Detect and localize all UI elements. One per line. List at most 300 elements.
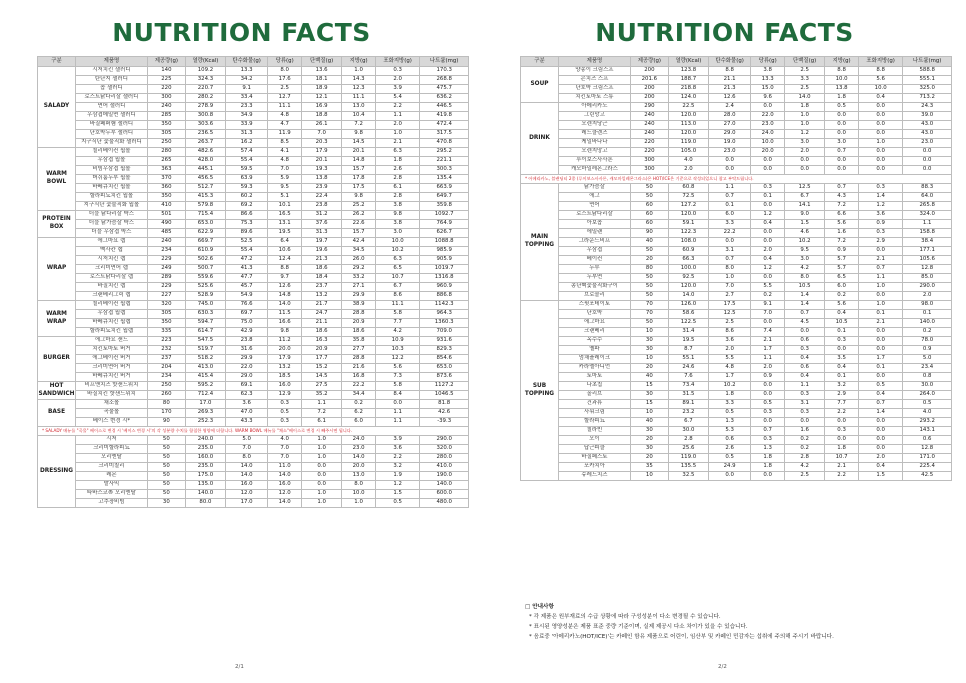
nutrient-value: 1.8 bbox=[825, 94, 859, 103]
nutrient-value: 30.0 bbox=[668, 427, 708, 436]
nutrient-value: 9.8 bbox=[268, 328, 302, 337]
nutrient-value: 1046.5 bbox=[420, 391, 469, 400]
nutrient-value: 0.5 bbox=[709, 409, 751, 418]
nutrient-value: 0.0 bbox=[785, 157, 825, 166]
nutrient-value: 480.0 bbox=[420, 499, 469, 508]
nutrient-value: 7.2 bbox=[342, 121, 376, 130]
table-row bbox=[521, 121, 952, 130]
nutrient-value: 0.0 bbox=[785, 328, 825, 337]
nutrient-value: 715.4 bbox=[185, 211, 225, 220]
nutrient-value: 90 bbox=[630, 229, 668, 238]
product-name: 카라멜아니언 bbox=[559, 364, 631, 373]
table-row bbox=[521, 103, 952, 112]
nutrient-value: 1.8 bbox=[825, 445, 859, 454]
product-name: 두부면 bbox=[559, 274, 631, 283]
nutrient-value: 140 bbox=[147, 67, 185, 76]
nutrient-value: 160.0 bbox=[185, 454, 225, 463]
product-name: 크리미할라피뇨 bbox=[76, 445, 148, 454]
nutrient-value: 268.8 bbox=[420, 76, 469, 85]
column-header: 제공량(g) bbox=[147, 57, 185, 67]
column-header: 포화지방(g) bbox=[375, 57, 419, 67]
nutrient-value: 6.7 bbox=[375, 283, 419, 292]
table-row bbox=[38, 130, 469, 139]
nutrient-value: 547.5 bbox=[185, 337, 225, 346]
column-header: 제품명 bbox=[559, 57, 631, 67]
nutrient-value: 0.0 bbox=[825, 112, 859, 121]
nutrient-value: 5.0 bbox=[903, 355, 952, 364]
product-name: 맥사칸 랩 bbox=[76, 247, 148, 256]
nutrient-value: 2.6 bbox=[709, 445, 751, 454]
nutrient-value: 3.1 bbox=[785, 400, 825, 409]
nutrient-value: 1.2 bbox=[751, 211, 785, 220]
nutrient-value: 22.0 bbox=[226, 364, 268, 373]
product-name: 크리미칠리 bbox=[76, 463, 148, 472]
nutrient-value: 29.9 bbox=[342, 292, 376, 301]
nutrient-value: 3.8 bbox=[751, 67, 785, 76]
nutrient-value: 456.5 bbox=[185, 175, 225, 184]
nutrient-value: 0.0 bbox=[858, 427, 902, 436]
nutrient-value: 171.0 bbox=[903, 454, 952, 463]
nutrient-value: 0.9 bbox=[858, 220, 902, 229]
nutrient-value: 17.7 bbox=[302, 355, 342, 364]
table-row bbox=[38, 85, 469, 94]
product-name: 베이컨 bbox=[559, 256, 631, 265]
table-row bbox=[521, 292, 952, 301]
nutrient-value: 713.2 bbox=[903, 94, 952, 103]
nutrient-value: 0.0 bbox=[302, 463, 342, 472]
nutrient-value: 2.1 bbox=[375, 139, 419, 148]
nutrient-value: 6.5 bbox=[375, 265, 419, 274]
nutrient-value: 289 bbox=[147, 274, 185, 283]
nutrient-value: 2.8 bbox=[375, 175, 419, 184]
nutrient-value: 518.2 bbox=[185, 355, 225, 364]
nutrient-value: 415.3 bbox=[185, 193, 225, 202]
product-name: 아메리카노 bbox=[559, 103, 631, 112]
nutrient-value: 22.0 bbox=[751, 112, 785, 121]
nutrient-value: 3.5 bbox=[825, 355, 859, 364]
nutrient-value: 6.6 bbox=[825, 211, 859, 220]
table-row bbox=[521, 400, 952, 409]
nutrient-value: 300.3 bbox=[420, 166, 469, 175]
nutrient-value: 410 bbox=[147, 202, 185, 211]
nutrient-value: 1.2 bbox=[858, 202, 902, 211]
nutrient-value: 13.3 bbox=[751, 76, 785, 85]
nutrient-value: 60 bbox=[630, 202, 668, 211]
nutrient-value: 14.0 bbox=[226, 463, 268, 472]
product-name: 칠리베이컨 웜볼 bbox=[76, 148, 148, 157]
nutrient-value: 14.0 bbox=[268, 301, 302, 310]
nutrient-value: 0.0 bbox=[751, 418, 785, 427]
nutrient-value: 1.4 bbox=[785, 292, 825, 301]
nutrient-value: 55.4 bbox=[226, 157, 268, 166]
nutrient-value: 240 bbox=[630, 121, 668, 130]
nutrient-value: 10.5 bbox=[785, 283, 825, 292]
product-name: 오이 bbox=[559, 436, 631, 445]
nutrient-value: 23.7 bbox=[302, 283, 342, 292]
nutrient-value: 30 bbox=[630, 427, 668, 436]
nutrient-value: 13.0 bbox=[342, 103, 376, 112]
nutrient-value: 0.3 bbox=[825, 337, 859, 346]
product-name: 베이스 변경 시* bbox=[76, 418, 148, 427]
nutrient-value: 225 bbox=[147, 76, 185, 85]
nutrient-value: 50 bbox=[147, 472, 185, 481]
column-header: 나트륨(mg) bbox=[420, 57, 469, 67]
nutrient-value: 0.5 bbox=[751, 400, 785, 409]
nutrient-value: 12.5 bbox=[785, 184, 825, 193]
product-name: 에그 bbox=[559, 193, 631, 202]
product-name: 오렌지망고 bbox=[559, 148, 631, 157]
table-row bbox=[521, 157, 952, 166]
nutrient-value: 7.4 bbox=[751, 328, 785, 337]
column-header: 포화지방(g) bbox=[858, 57, 902, 67]
table-row bbox=[38, 355, 469, 364]
product-name: 할라피뇨 bbox=[559, 418, 631, 427]
nutrient-value: 305 bbox=[147, 130, 185, 139]
column-header: 단백질(g) bbox=[785, 57, 825, 67]
nutrient-value: 13.0 bbox=[342, 472, 376, 481]
nutrient-value: 235.0 bbox=[185, 463, 225, 472]
nutrient-value: 33.4 bbox=[226, 94, 268, 103]
nutrient-value: 113.0 bbox=[668, 121, 708, 130]
nutrient-value: 0.6 bbox=[709, 436, 751, 445]
nutrient-value: 1.8 bbox=[785, 103, 825, 112]
nutrient-value: 55.1 bbox=[668, 355, 708, 364]
nutrient-value: 30.0 bbox=[903, 382, 952, 391]
product-name: 에그베이컨 버거 bbox=[76, 355, 148, 364]
product-name: 로스트닭다리살 랩 bbox=[76, 274, 148, 283]
nutrient-value: 0.3 bbox=[785, 391, 825, 400]
nutrient-value: 22.4 bbox=[302, 193, 342, 202]
nutrient-value: 2.9 bbox=[825, 391, 859, 400]
nutrient-value: 0.3 bbox=[751, 409, 785, 418]
nutrient-value: 1.0 bbox=[302, 436, 342, 445]
product-name: 레몬 bbox=[76, 472, 148, 481]
nutrient-value: 9.0 bbox=[785, 211, 825, 220]
column-header: 지방(g) bbox=[342, 57, 376, 67]
nutrient-value: 10.0 bbox=[858, 85, 902, 94]
nutrient-value: 614.7 bbox=[185, 328, 225, 337]
footnote-box bbox=[525, 602, 955, 642]
nutrient-value: 1.0 bbox=[302, 445, 342, 454]
nutrient-value: 886.8 bbox=[420, 292, 469, 301]
product-name: 할라피뇨치킨 웜랩 bbox=[76, 328, 148, 337]
nutrient-value: 5.8 bbox=[375, 382, 419, 391]
nutrient-value: 200 bbox=[630, 94, 668, 103]
product-name: 그린망고 bbox=[559, 112, 631, 121]
nutrient-value: 22.5 bbox=[668, 103, 708, 112]
product-name: 더블 우삼겹 박스 bbox=[76, 229, 148, 238]
nutrient-value: 2.8 bbox=[668, 436, 708, 445]
nutrient-value: 12.2 bbox=[375, 355, 419, 364]
nutrient-value: 7.0 bbox=[751, 310, 785, 319]
nutrient-value: 0.0 bbox=[302, 472, 342, 481]
nutrient-value: 5.9 bbox=[268, 175, 302, 184]
nutrient-value: 6.7 bbox=[785, 193, 825, 202]
nutrient-value: 2.5 bbox=[785, 67, 825, 76]
nutrient-value: 13.1 bbox=[268, 220, 302, 229]
nutrient-value: 325.0 bbox=[903, 85, 952, 94]
nutrient-value: 0.2 bbox=[903, 328, 952, 337]
nutrient-value: 1.0 bbox=[858, 301, 902, 310]
nutrient-value: 0.0 bbox=[785, 418, 825, 427]
product-name: 콘치즈 스프 bbox=[559, 76, 631, 85]
nutrient-value: 21.7 bbox=[302, 301, 342, 310]
nutrient-value: 280.2 bbox=[185, 94, 225, 103]
nutrient-value: 0.0 bbox=[751, 103, 785, 112]
nutrient-value: 31.3 bbox=[226, 130, 268, 139]
nutrient-value: 636.2 bbox=[420, 94, 469, 103]
nutrient-value: 16.2 bbox=[226, 139, 268, 148]
nutrient-value: 14.5 bbox=[342, 139, 376, 148]
table-row bbox=[38, 445, 469, 454]
nutrient-value: 3.2 bbox=[375, 463, 419, 472]
nutrient-value: 119.0 bbox=[668, 139, 708, 148]
nutrient-value: 559.6 bbox=[185, 274, 225, 283]
table-row bbox=[38, 337, 469, 346]
nutrient-value: 525.6 bbox=[185, 283, 225, 292]
table-row bbox=[38, 193, 469, 202]
nutrient-value: 1.1 bbox=[751, 355, 785, 364]
nutrient-value: 0.0 bbox=[858, 157, 902, 166]
nutrient-value: 42.5 bbox=[903, 472, 952, 481]
nutrient-value: 85.0 bbox=[903, 274, 952, 283]
column-header: 단백질(g) bbox=[302, 57, 342, 67]
column-header: 당류(g) bbox=[751, 57, 785, 67]
nutrient-value: 20 bbox=[630, 454, 668, 463]
nutrient-value: 30 bbox=[630, 346, 668, 355]
column-header: 당류(g) bbox=[268, 57, 302, 67]
nutrient-value: 1.5 bbox=[858, 472, 902, 481]
nutrient-value: 14.0 bbox=[342, 454, 376, 463]
table-row bbox=[38, 265, 469, 274]
nutrient-value: 0.0 bbox=[903, 166, 952, 175]
nutrient-value: 3.3 bbox=[785, 76, 825, 85]
nutrient-value: 8.0 bbox=[226, 454, 268, 463]
table-row bbox=[38, 283, 469, 292]
table-row bbox=[521, 112, 952, 121]
nutrient-value: 234 bbox=[147, 247, 185, 256]
nutrient-value: 11.5 bbox=[268, 310, 302, 319]
nutrient-value: 0.0 bbox=[825, 130, 859, 139]
product-name: 에밀랜 bbox=[559, 229, 631, 238]
nutrient-value: 5.5 bbox=[751, 283, 785, 292]
nutrient-value: 0.4 bbox=[751, 220, 785, 229]
table-row bbox=[38, 229, 469, 238]
table-row bbox=[521, 148, 952, 157]
product-name: 올리브 bbox=[559, 391, 631, 400]
nutrient-value: 28.0 bbox=[709, 112, 751, 121]
nutrient-value: 1.0 bbox=[302, 454, 342, 463]
product-name: 포카치아 bbox=[559, 463, 631, 472]
nutrient-value: 22.2 bbox=[709, 229, 751, 238]
category-label: SOUP bbox=[521, 67, 559, 103]
nutrient-value: 27.1 bbox=[342, 283, 376, 292]
nutrient-value: 263.7 bbox=[185, 139, 225, 148]
nutrient-value: 2.7 bbox=[709, 292, 751, 301]
table-row bbox=[38, 220, 469, 229]
nutrient-value: 158.8 bbox=[903, 229, 952, 238]
nutrient-value: 18.5 bbox=[268, 373, 302, 382]
nutrient-value: 120.0 bbox=[668, 130, 708, 139]
product-name: 단호박 크림스프 bbox=[559, 85, 631, 94]
nutrient-value: 200 bbox=[630, 67, 668, 76]
nutrient-value: 27.0 bbox=[709, 121, 751, 130]
nutrient-value: 50 bbox=[630, 292, 668, 301]
product-name: 치킨토마토 스튜 bbox=[559, 94, 631, 103]
nutrient-value: 24.0 bbox=[342, 436, 376, 445]
nutrient-value: 0.9 bbox=[825, 247, 859, 256]
product-name: 콥 샐러디 bbox=[76, 85, 148, 94]
product-name: 사워크림 bbox=[559, 409, 631, 418]
nutrient-value: 0.0 bbox=[709, 472, 751, 481]
nutrient-value: 1142.3 bbox=[420, 301, 469, 310]
nutrient-value: 519.7 bbox=[185, 346, 225, 355]
nutrient-value: 16.3 bbox=[302, 337, 342, 346]
nutrient-value: 23.0 bbox=[903, 139, 952, 148]
nutrient-value: 6.7 bbox=[668, 418, 708, 427]
nutrient-value: 0.6 bbox=[903, 436, 952, 445]
nutrient-value: 472.4 bbox=[420, 121, 469, 130]
nutrient-value: 15.7 bbox=[342, 166, 376, 175]
nutrient-value: 413.0 bbox=[185, 364, 225, 373]
nutrient-value: 40 bbox=[630, 373, 668, 382]
product-name: 크랜베리 bbox=[559, 328, 631, 337]
nutrient-value: 0.6 bbox=[785, 364, 825, 373]
page-right bbox=[483, 0, 966, 683]
column-header: 지방(g) bbox=[825, 57, 859, 67]
nutrient-value: 26.0 bbox=[342, 256, 376, 265]
nutrient-value: 0.0 bbox=[858, 148, 902, 157]
nutrient-value: 40 bbox=[630, 238, 668, 247]
nutrient-value: 8.4 bbox=[375, 391, 419, 400]
product-name: 연어 bbox=[559, 202, 631, 211]
nutrient-value: 26.2 bbox=[342, 211, 376, 220]
nutrient-value: 14.0 bbox=[226, 472, 268, 481]
nutrient-value: 1.6 bbox=[785, 427, 825, 436]
nutrient-value: 2.8 bbox=[785, 454, 825, 463]
nutrient-value: 0.7 bbox=[825, 148, 859, 157]
nutrient-value: 105.0 bbox=[668, 148, 708, 157]
nutrient-value: 0.1 bbox=[858, 364, 902, 373]
nutrient-value: 140.0 bbox=[185, 490, 225, 499]
nutrient-value: 1.0 bbox=[302, 499, 342, 508]
note-row bbox=[521, 175, 952, 184]
nutrient-value: 0.4 bbox=[858, 94, 902, 103]
nutrient-value: 0.1 bbox=[825, 373, 859, 382]
nutrient-value: 12.8 bbox=[903, 265, 952, 274]
nutrient-value: 0.7 bbox=[858, 265, 902, 274]
nutrient-value: 4.7 bbox=[268, 121, 302, 130]
nutrient-value: 264.0 bbox=[903, 391, 952, 400]
nutrient-value: 1.1 bbox=[375, 409, 419, 418]
nutrient-value: 854.6 bbox=[420, 355, 469, 364]
nutrient-value: 470.8 bbox=[420, 139, 469, 148]
table-row bbox=[38, 103, 469, 112]
nutrient-value: 1.8 bbox=[751, 463, 785, 472]
nutrient-value: 26.1 bbox=[302, 121, 342, 130]
product-name: 더블 닭다리살 박스 bbox=[76, 211, 148, 220]
nutrient-value: 69.7 bbox=[226, 310, 268, 319]
nutrient-value: 350 bbox=[147, 121, 185, 130]
nutrient-value: 98.0 bbox=[903, 301, 952, 310]
nutrient-value: 0.0 bbox=[751, 157, 785, 166]
nutrient-value: 2.1 bbox=[751, 337, 785, 346]
nutrient-value: 13.6 bbox=[302, 67, 342, 76]
nutrient-value: 0.0 bbox=[825, 418, 859, 427]
nutrient-value: 221.1 bbox=[420, 157, 469, 166]
nutrient-value: 29.0 bbox=[709, 130, 751, 139]
product-name: 에그마요 랩 bbox=[76, 238, 148, 247]
product-name: 비프앤치즈 핫샌드위치 bbox=[76, 382, 148, 391]
nutrient-value: 0.0 bbox=[858, 112, 902, 121]
nutrient-value: 10 bbox=[630, 409, 668, 418]
nutrient-value: 10.2 bbox=[785, 238, 825, 247]
nutrient-value: 35 bbox=[630, 463, 668, 472]
product-name: 우삼겹 bbox=[559, 247, 631, 256]
table-row bbox=[521, 265, 952, 274]
nutrient-value: 1127.2 bbox=[420, 382, 469, 391]
nutrient-value: 5.3 bbox=[709, 427, 751, 436]
product-name: 스윗포테이토 bbox=[559, 301, 631, 310]
nutrient-value: 653.0 bbox=[185, 220, 225, 229]
table-row bbox=[38, 301, 469, 310]
product-name: 에그마요 bbox=[559, 319, 631, 328]
nutrient-value: 30 bbox=[630, 445, 668, 454]
nutrient-value: 1.2 bbox=[751, 265, 785, 274]
product-name: 닭가슴살 bbox=[559, 184, 631, 193]
nutrient-value: 92.5 bbox=[668, 274, 708, 283]
nutrient-value: 335 bbox=[147, 328, 185, 337]
note-row bbox=[38, 427, 469, 436]
table-row bbox=[521, 364, 952, 373]
nutrient-value: 0.3 bbox=[268, 400, 302, 409]
product-name: 시저 bbox=[76, 436, 148, 445]
nutrient-value: 5.8 bbox=[375, 310, 419, 319]
nutrient-value: 0.0 bbox=[825, 346, 859, 355]
table-row bbox=[38, 310, 469, 319]
nutrient-value: 0.9 bbox=[751, 373, 785, 382]
table-row bbox=[38, 409, 469, 418]
nutrient-value: 59.1 bbox=[668, 220, 708, 229]
nutrient-value: 4.2 bbox=[785, 265, 825, 274]
nutrient-value: 0.0 bbox=[858, 337, 902, 346]
nutrient-value: 0.4 bbox=[858, 391, 902, 400]
nutrient-value: 428.0 bbox=[185, 157, 225, 166]
nutrient-value: 2.4 bbox=[709, 103, 751, 112]
nutrient-value: 0.0 bbox=[375, 400, 419, 409]
nutrient-value: 280.0 bbox=[420, 454, 469, 463]
nutrient-value: 0.0 bbox=[302, 481, 342, 490]
column-header: 제공량(g) bbox=[630, 57, 668, 67]
nutrient-value: 320 bbox=[147, 301, 185, 310]
nutrient-value: 143.1 bbox=[903, 427, 952, 436]
nutrient-value: 6.5 bbox=[825, 274, 859, 283]
table-row bbox=[521, 346, 952, 355]
nutrient-value: -39.3 bbox=[420, 418, 469, 427]
nutrient-value: 29.9 bbox=[226, 355, 268, 364]
nutrient-value: 20.9 bbox=[342, 319, 376, 328]
nutrient-value: 14.0 bbox=[785, 94, 825, 103]
nutrient-value: 0.4 bbox=[858, 463, 902, 472]
nutrient-value: 1088.8 bbox=[420, 238, 469, 247]
nutrient-value: 1.0 bbox=[858, 139, 902, 148]
nutrient-value: 8.0 bbox=[785, 274, 825, 283]
table-header-row bbox=[521, 57, 952, 67]
nutrient-value: 60.2 bbox=[226, 193, 268, 202]
nutrient-value: 170.3 bbox=[420, 67, 469, 76]
nutrient-value: 27.7 bbox=[342, 346, 376, 355]
nutrient-value: 2.0 bbox=[709, 346, 751, 355]
